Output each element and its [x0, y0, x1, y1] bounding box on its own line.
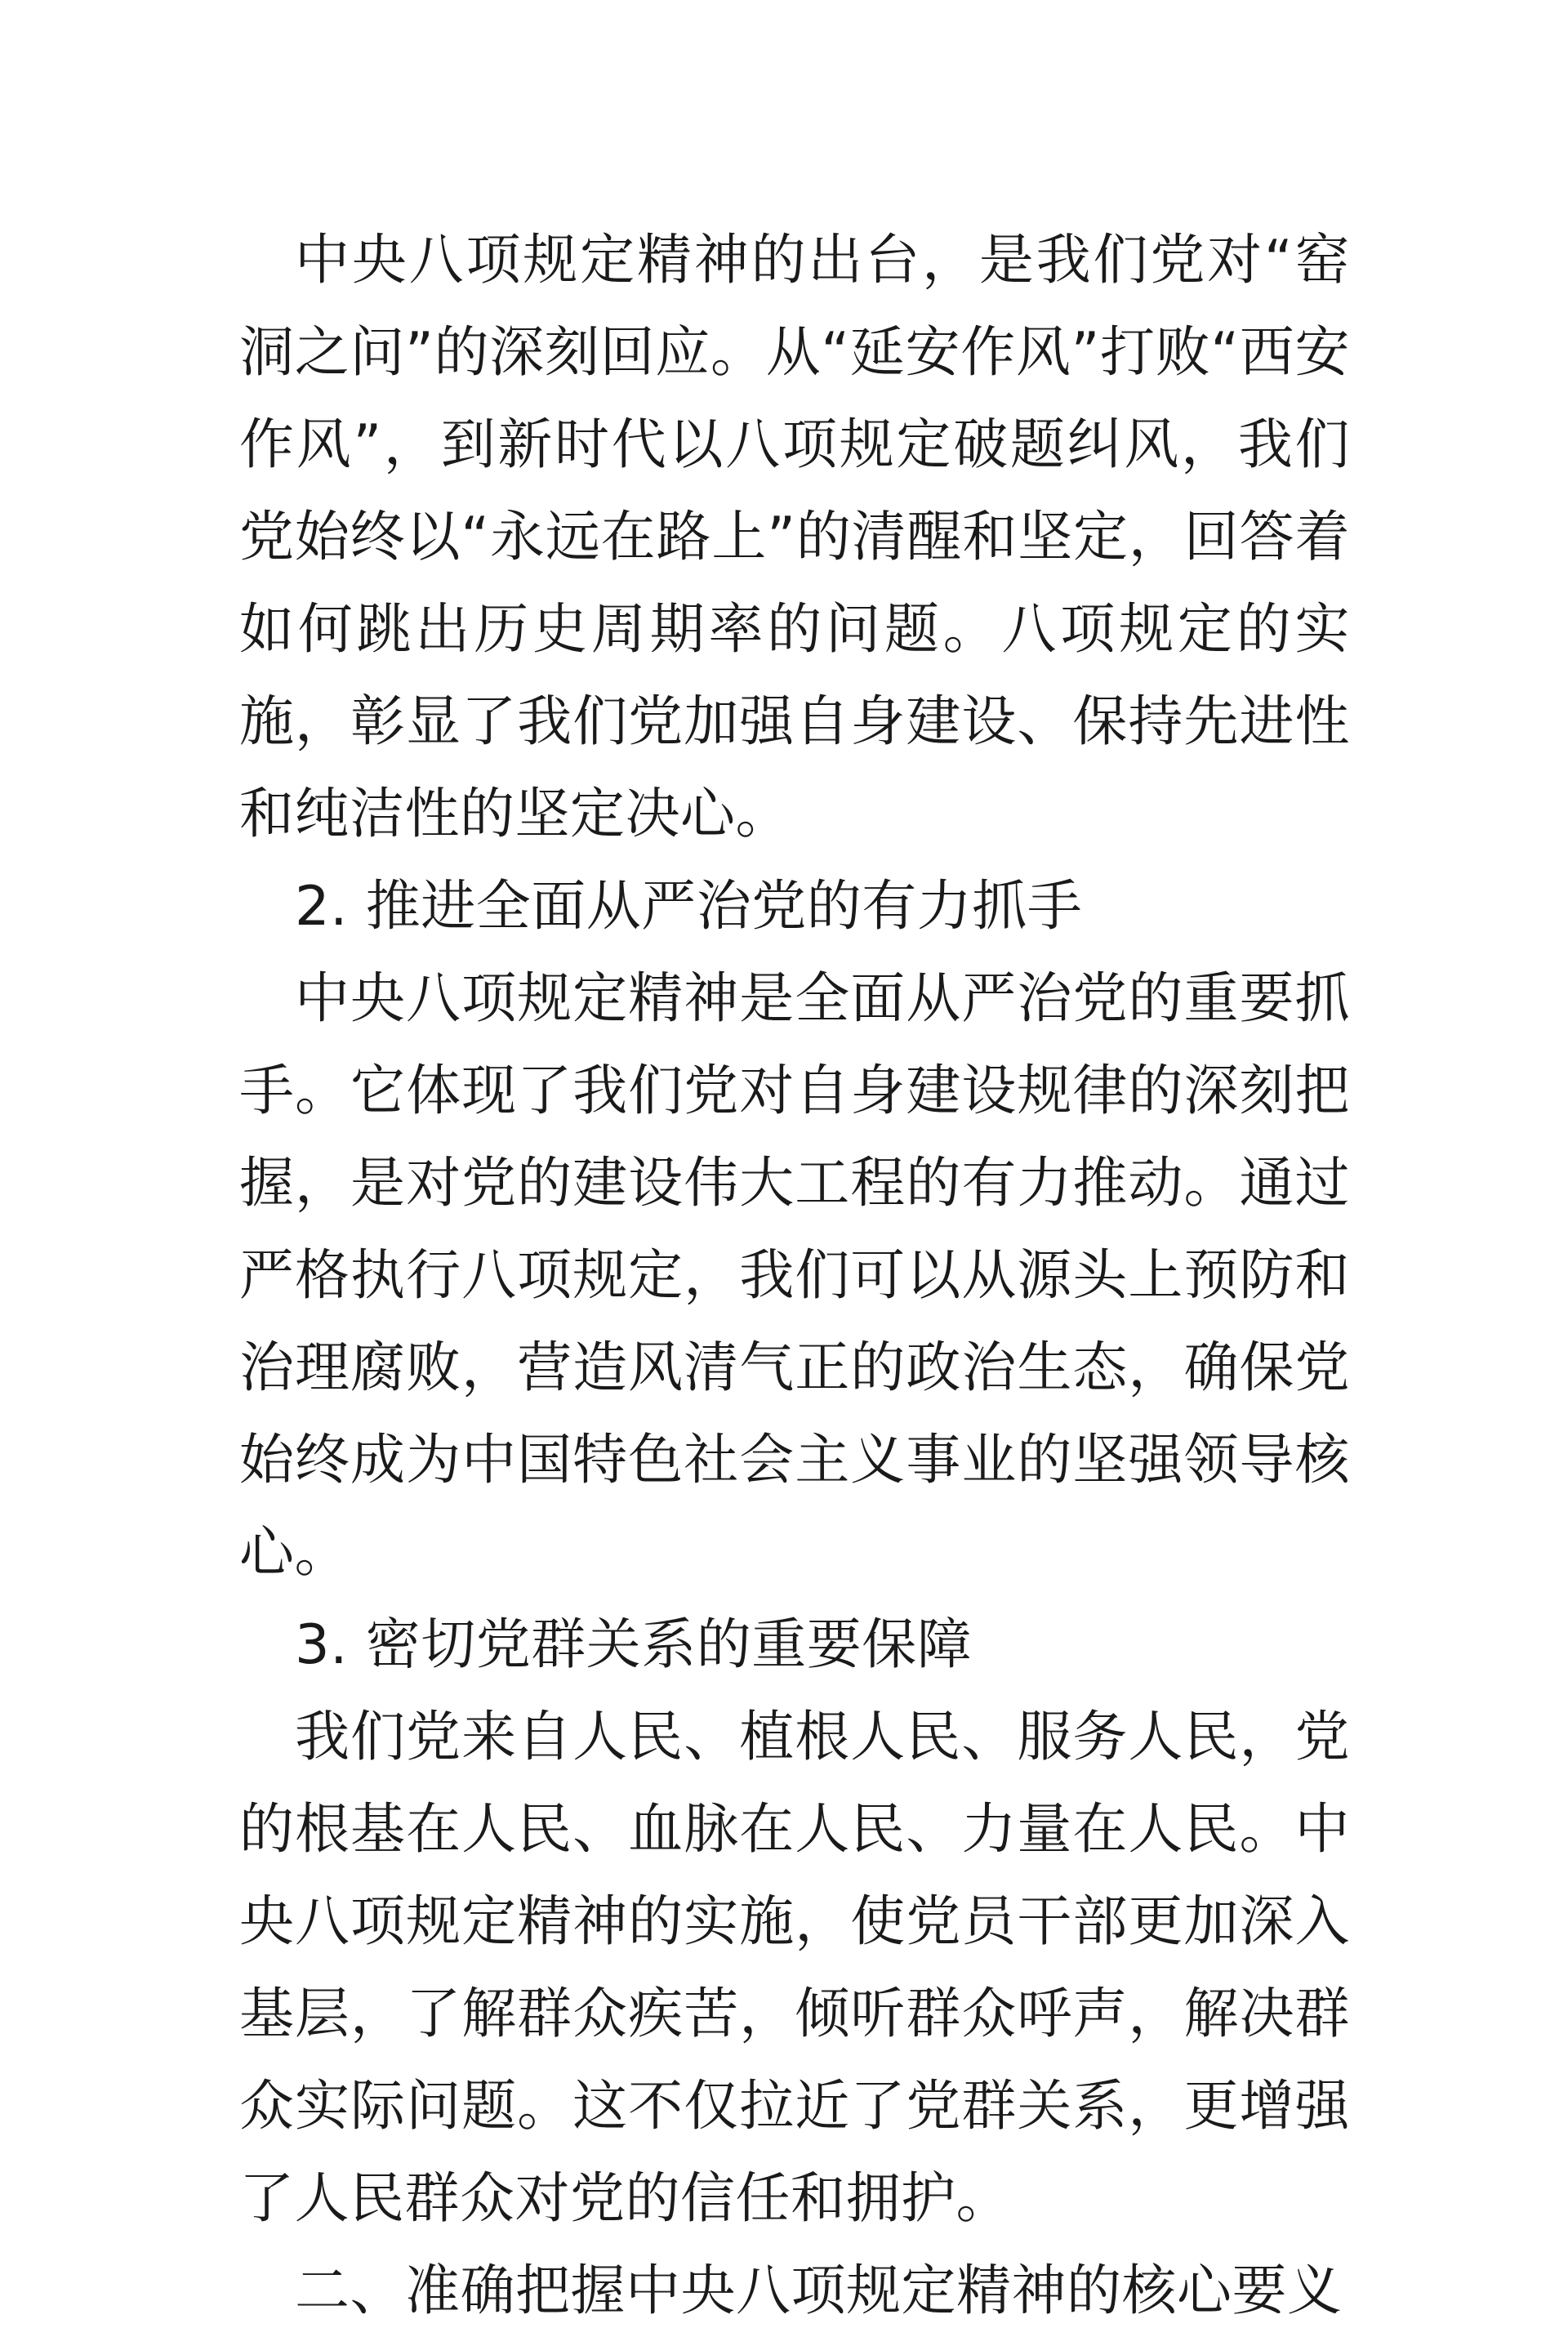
subheading-2: 2. 推进全面从严治党的有力抓手 [295, 874, 1083, 938]
document-body [239, 214, 1350, 2337]
body-paragraph-intro: 中央八项规定精神的出台，是我们党对“窑洞之问”的深刻回应。从“延安作风”打败“西安作风”，到新时代以八项规定破题纠风，我们党始终以“永远在路上”的清醒和坚定，回答着如何跳出历史周期率的问题。八项规定的实施，彰显了我们党加强自身建设、保持先进性和纯洁性的坚定决心。 [239, 228, 1350, 845]
body-paragraph-3: 我们党来自人民、植根人民、服务人民，党的根基在人民、血脉在人民、力量在人民。中央八项规定精神的实施，使党员干部更加深入基层，了解群众疾苦，倾听群众呼声，解决群众实际问题。这不仅拉近了党群关系，更增强了人民群众对党的信任和拥护。 [239, 1705, 1350, 2230]
body-paragraph-2: 中央八项规定精神是全面从严治党的重要抓手。它体现了我们党对自身建设规律的深刻把握，是对党的建设伟大工程的有力推动。通过严格执行八项规定，我们可以从源头上预防和治理腐败，营造风清气正的政治生态，确保党始终成为中国特色社会主义事业的坚强领导核心。 [239, 966, 1350, 1584]
section-heading-2: 二、准确把握中央八项规定精神的核心要义 [295, 2259, 1343, 2322]
subheading-3: 3. 密切党群关系的重要保障 [295, 1612, 973, 1676]
